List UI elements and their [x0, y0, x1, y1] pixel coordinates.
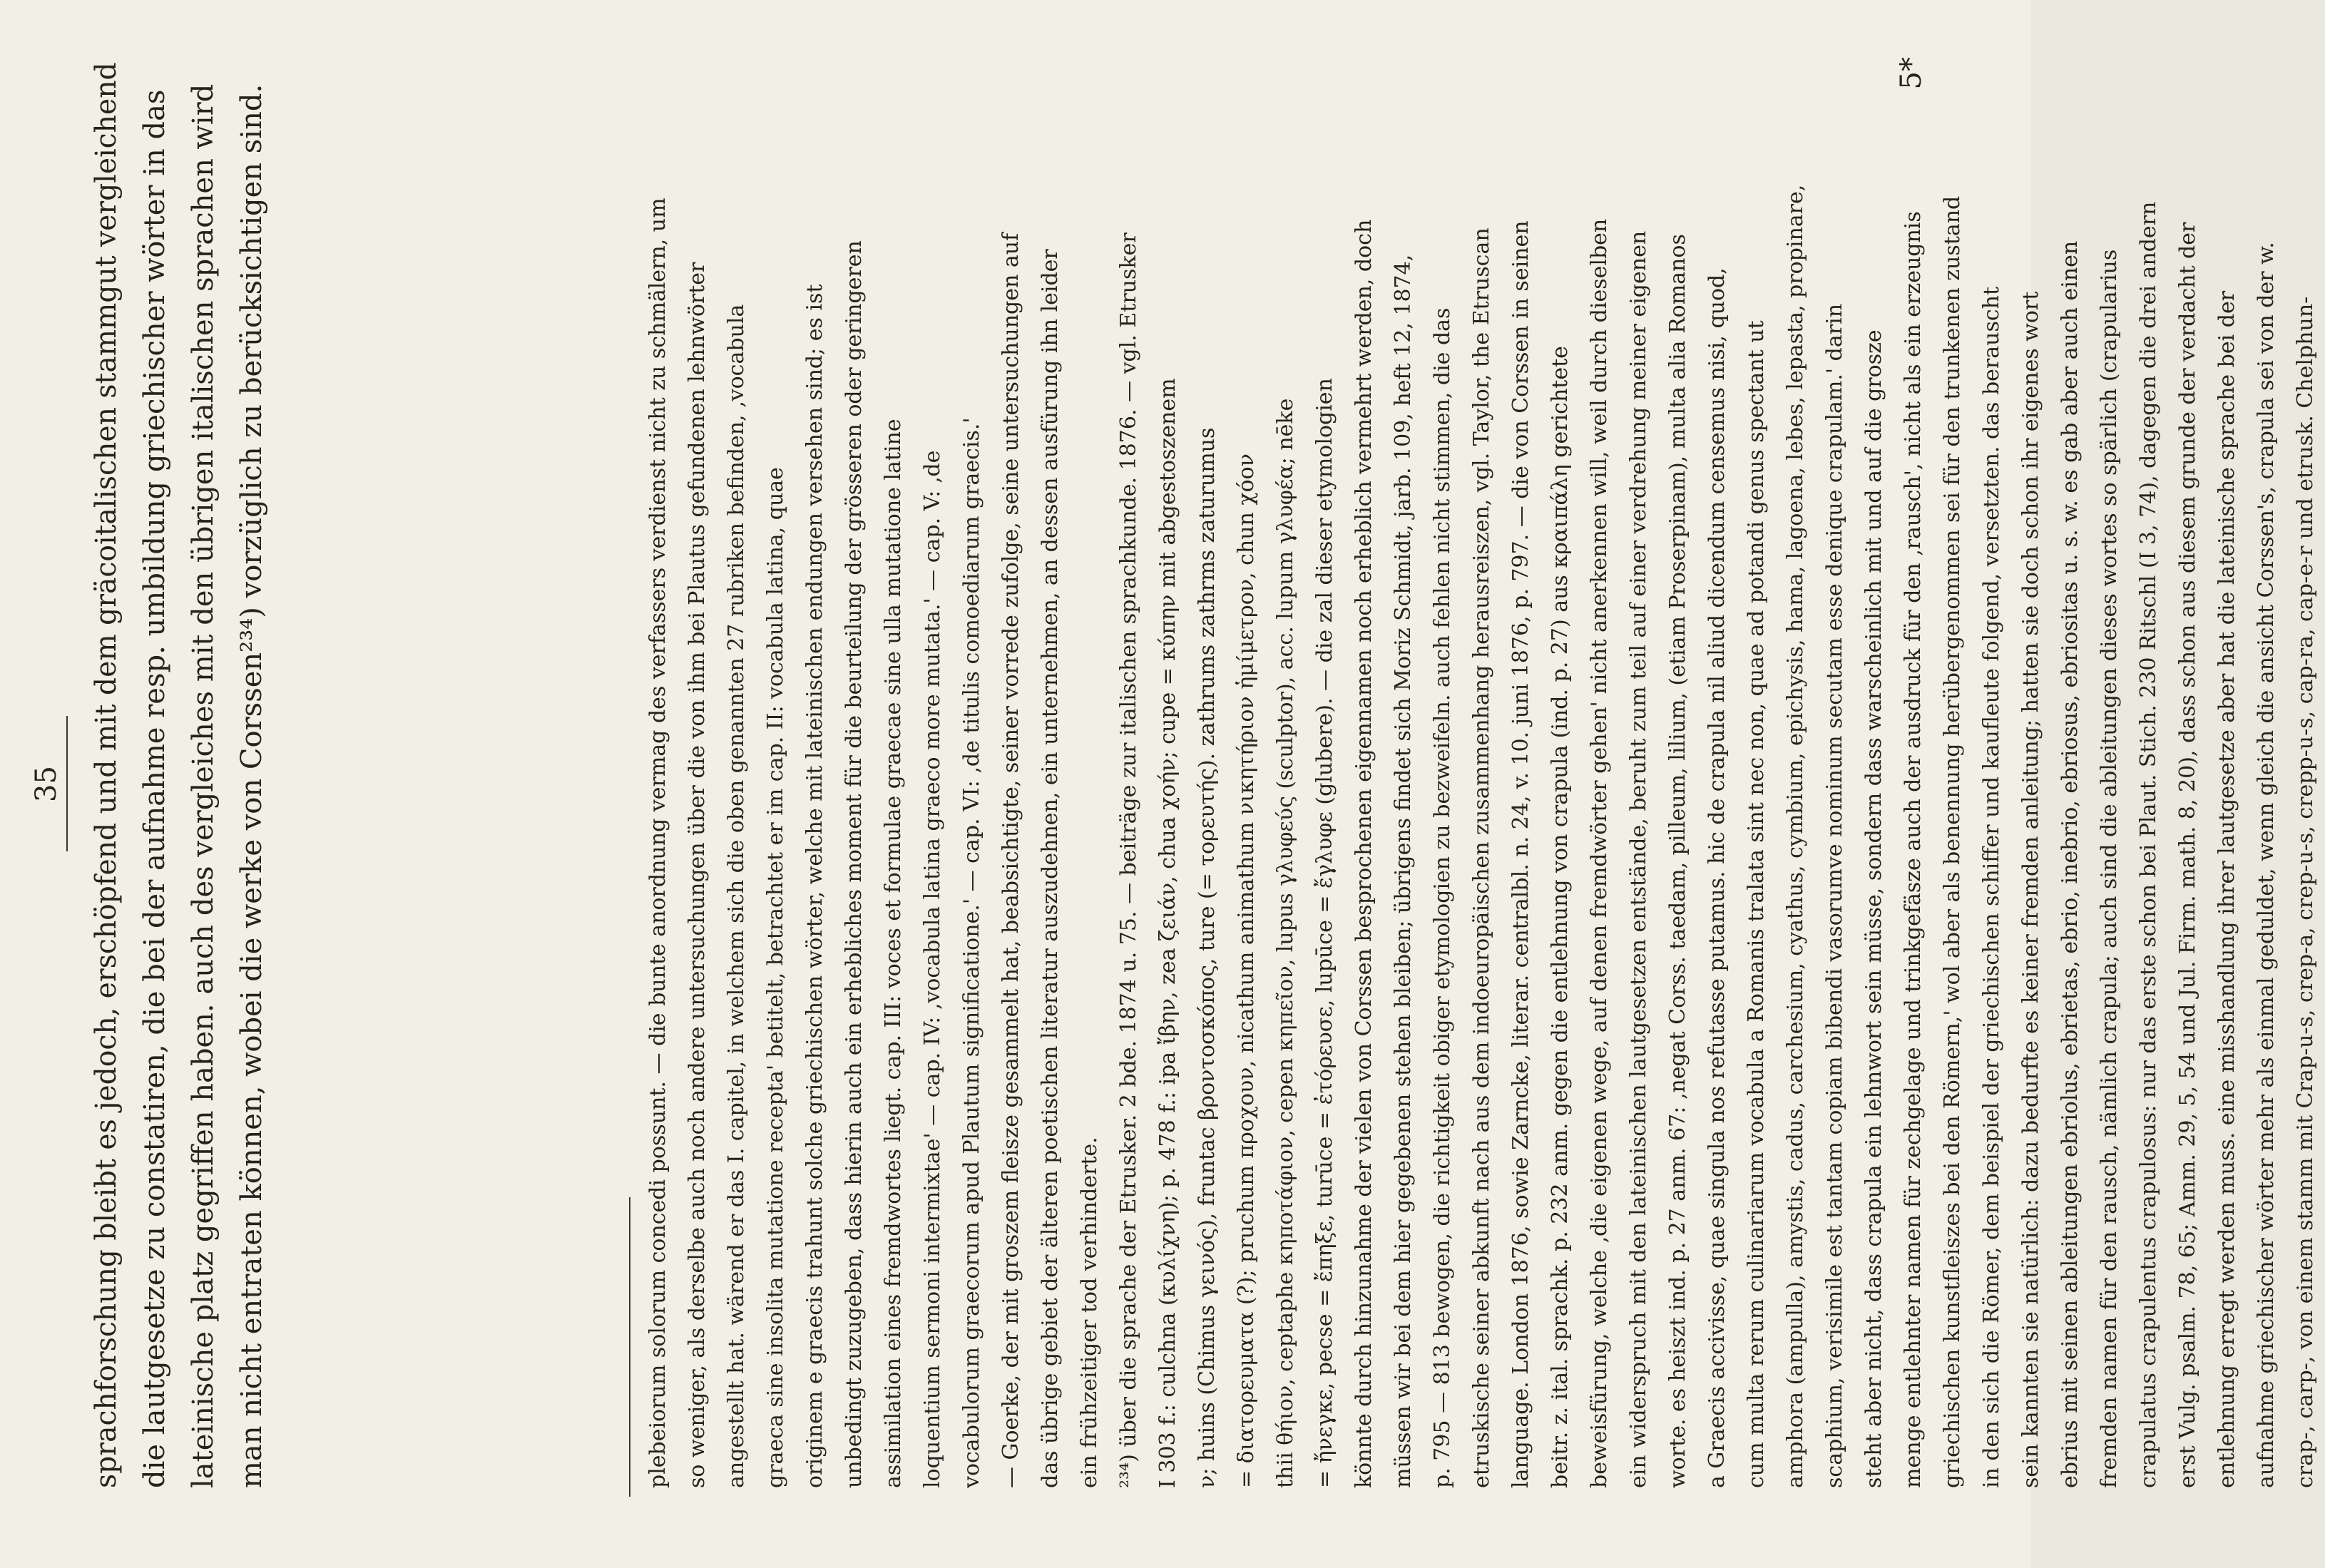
footnote-line: etruskische seiner abkunft nach aus dem indoeuropäischen zusammenhang herausreiszen, vgl. Taylor, the Etruscan	[1469, 227, 1494, 1488]
footnote-line: — Goerke, der mit groszem fleisze gesammelt hat, beabsichtigte, seiner vorrede zufolge, seine untersuchungen auf	[998, 232, 1023, 1488]
footnote-line: worte. es heiszt ind. p. 27 anm. 67: ‚negat Corss. taedam, pilleum, lilium, (etiam Proserpinam), multa alia Romanos	[1665, 234, 1690, 1488]
footnote-line: = διατορευματα (?); pruchum προχουν, nicathum animathum νικητήριον ἡμίμετρον, chun χόον	[1234, 454, 1259, 1488]
main-line: sprachforschung bleibt es jedoch, erschöpfend und mit dem gräcoitalischen stammgut vergleichend	[90, 62, 123, 1488]
footnote-line: aufnahme griechischer wörter mehr als einmal geduldet, wenn gleich die ansicht Corssen's, crapula sei von der w.	[2254, 242, 2279, 1488]
footnote-line: loquentium sermoni intermixtae' — cap. IV: ‚vocabula latina graeco more mutata.' — cap. V: ‚de	[920, 450, 945, 1488]
footnote-line: = ἤνεγκε, pecse = ἔπηξε, turūce = ἐτόρευσε, lupūce = ἔγλυφε (glubere). — die zal dieser etymologien	[1312, 378, 1337, 1488]
footnote-line: unbedingt zuzugeben, dass hierin auch ein erhebliches moment für die beurteilung der grösseren oder geringeren	[842, 240, 867, 1488]
footnote-line: müssen wir bei dem hier gegebenen stehen bleiben; übrigens findet sich Moriz Schmidt, jarb. 109, heft 12, 1874,	[1391, 254, 1416, 1488]
footnote-line: p. 795 — 813 bewogen, die richtigkeit obiger etymologien zu bezweifeln. auch fehlen nicht stimmen, die das	[1430, 307, 1455, 1488]
footnote-line: in den sich die Römer, dem beispiel der griechischen schiffer und kaufleute folgend, versetzten. das berauscht	[1979, 286, 2004, 1488]
footnote-line: I 303 f.: culchna (κυλίχνη); p. 478 f.: ipa ἴβην, zea ζειάν, chua χοήν; cupe = κύπην mit abgestoszenem	[1155, 378, 1180, 1488]
header-rule	[66, 716, 68, 851]
footnote-rule	[629, 1197, 630, 1497]
signature-mark: 5*	[1895, 57, 1928, 90]
footnote-line: könnte durch hinzunahme der vielen von Corssen besprochenen eigennamen noch erheblich vermehrt werden, doch	[1351, 219, 1376, 1488]
footnote-line: beitr. z. ital. sprachk. p. 232 anm. gegen die entlehnung von crapula (ind. p. 27) aus κραιπάλη gerichtete	[1548, 346, 1573, 1488]
footnote-line: originem e graecis trahunt solche griechischen wörter, welche mit lateinischen endungen versehen sind; es ist	[802, 284, 827, 1488]
footnote-line: ²³⁴) über die sprache der Etrusker. 2 bde. 1874 u. 75. — beiträge zur italischen sprachkunde. 1876. — vgl. Etrusker	[1116, 232, 1141, 1488]
footnote-line: crapulatus crapulentus crapulosus: nur das erste schon bei Plaut. Stich. 230 Ritschl (I 3, 74), dagegen die drei andern	[2136, 201, 2161, 1488]
footnote-line: fremden namen für den rausch, nämlich crapula; auch sind die ableitungen dieses wortes so spärlich (crapularius	[2097, 249, 2122, 1488]
footnote-line: cum multa rerum culinariarum vocabula a Romanis tralata sint nec non, quae ad potandi genus spectant ut	[1744, 320, 1769, 1488]
footnote-line: plebeiorum solorum concedi possunt. — die bunte anordnung vermag des verfassers verdienst nicht zu schmälern, um	[645, 198, 670, 1488]
footnote-line: ein widerspruch mit den lateinischen lautgesetzen entstände, beruht zum teil auf einer verdrehung meiner eigenen	[1626, 230, 1651, 1488]
footnote-line: beweisfürung, welche ‚die eigenen wege, auf denen fremdwörter gehen' nicht anerkennen will, weil durch dieselben	[1587, 218, 1612, 1488]
page-number: 35	[30, 766, 63, 802]
footnote-line: menge entlehnter namen für zechgelage und trinkgefäsze auch der ausdruck für den ‚rausch', nicht als ein erzeugnis	[1901, 211, 1926, 1488]
footnote-line: sein kannten sie natürlich: dazu bedurfte es keiner fremden anleitung; hatten sie doch schon ihr eigenes wort	[2018, 291, 2043, 1488]
main-line: lateinische platz gegriffen haben. auch des vergleiches mit den übrigen italischen sprachen wird	[187, 83, 220, 1488]
footnotes	[638, 62, 2325, 1488]
main-line: man nicht entraten können, wobei die werke von Corssen²³⁴) vorzüglich zu berücksichtigen sind.	[235, 83, 268, 1488]
main-text	[82, 62, 276, 1488]
footnote-line: assimilation eines fremdwortes liegt. cap. III: voces et formulae graecae sine ulla mutatione latine	[881, 419, 906, 1488]
footnote-line: so weniger, als derselbe auch noch andere untersuchungen über die von ihm bei Plautus gefundenen lehnwörter	[685, 262, 710, 1488]
footnote-line: thii θήιον, ceptaphe κηποτάφιον, cepen κηπεῖον, lupus γλυφεύς (sculptor), acc. lupum γλυφέα; nēke	[1273, 398, 1298, 1488]
footnote-line: ebrius mit seinen ableitungen ebriolus, ebrietas, ebrio, inebrio, ebriosus, ebriositas u. s. w. es gab aber auch einen	[2058, 240, 2083, 1488]
footnote-line: entlehnung erregt werden muss. eine misshandlung ihrer lautgesetze aber hat die lateinische sprache bei der	[2214, 290, 2239, 1488]
footnote-line: das übrige gebiet der älteren poetischen literatur auszudehnen, ein unternehmen, an dessen ausfürung ihn leider	[1038, 249, 1063, 1488]
footnote-line: griechischen kunstfleiszes bei den Römern,' wol aber als benennung herübergenommen sei für den trunkenen zustand	[1940, 195, 1965, 1488]
footnote-line: scaphium, verisimile est tantam copiam bibendi vasorumve nominum secutam esse denique crapulam.' darin	[1822, 303, 1847, 1488]
footnote-line: ν; huins (Chimus γεινός), fruntac βροντοσκόπος, ture (= τορευτής). zathrums zathrms zaturumus	[1195, 427, 1220, 1488]
footnote-line: angestellt hat. wärend er das I. capitel, in welchem sich die oben genannten 27 rubriken befinden, ‚vocabula	[724, 304, 749, 1488]
footnote-line: graeca sine insolita mutatione recepta' betitelt, betrachtet er im cap. II: vocabula latina, quae	[763, 467, 788, 1488]
footnote-line: language. London 1876, sowie Zarncke, literar. centralbl. n. 24, v. 10. juni 1876, p. 797. — die von Corssen in seinen	[1508, 220, 1533, 1488]
footnote-line: crap-, carp-, von einem stamm mit Crap-u-s, crep-a, crep-u-s, crepp-u-s, cap-ra, cap-e-r und etrusk. Chelphun-	[2293, 296, 2318, 1488]
footnote-line: ein frühzeitiger tod verhinderte.	[1077, 1137, 1102, 1488]
footnote-line: amphora (ampulla), amystis, cadus, carchesium, cyathus, cymbium, epichysis, hama, lagoena, lebes, lepasta, propinare,	[1783, 184, 1808, 1488]
footnote-line: erst Vulg. psalm. 78, 65; Amm. 29, 5, 54 und Jul. Firm. math. 8, 20), dass schon aus diesem grunde der verdacht der	[2175, 222, 2200, 1488]
main-line: die lautgesetze zu constatiren, die bei der aufnahme resp. umbildung griechischer wörter in das	[138, 89, 171, 1488]
footnote-line: a Graecis accivisse, quae singula nos refutasse putamus. hic de crapula nil aliud dicendum censemus nisi, quod,	[1705, 267, 1729, 1488]
footnote-line: vocabulorum graecorum apud Plautum significatione.' — cap. VI: ‚de titulis comoediarum graecis.'	[959, 417, 984, 1488]
footnote-line: steht aber nicht, dass crapula ein lehnwort sein müsse, sondern dass warscheinlich mit und auf die grosze	[1861, 329, 1886, 1488]
